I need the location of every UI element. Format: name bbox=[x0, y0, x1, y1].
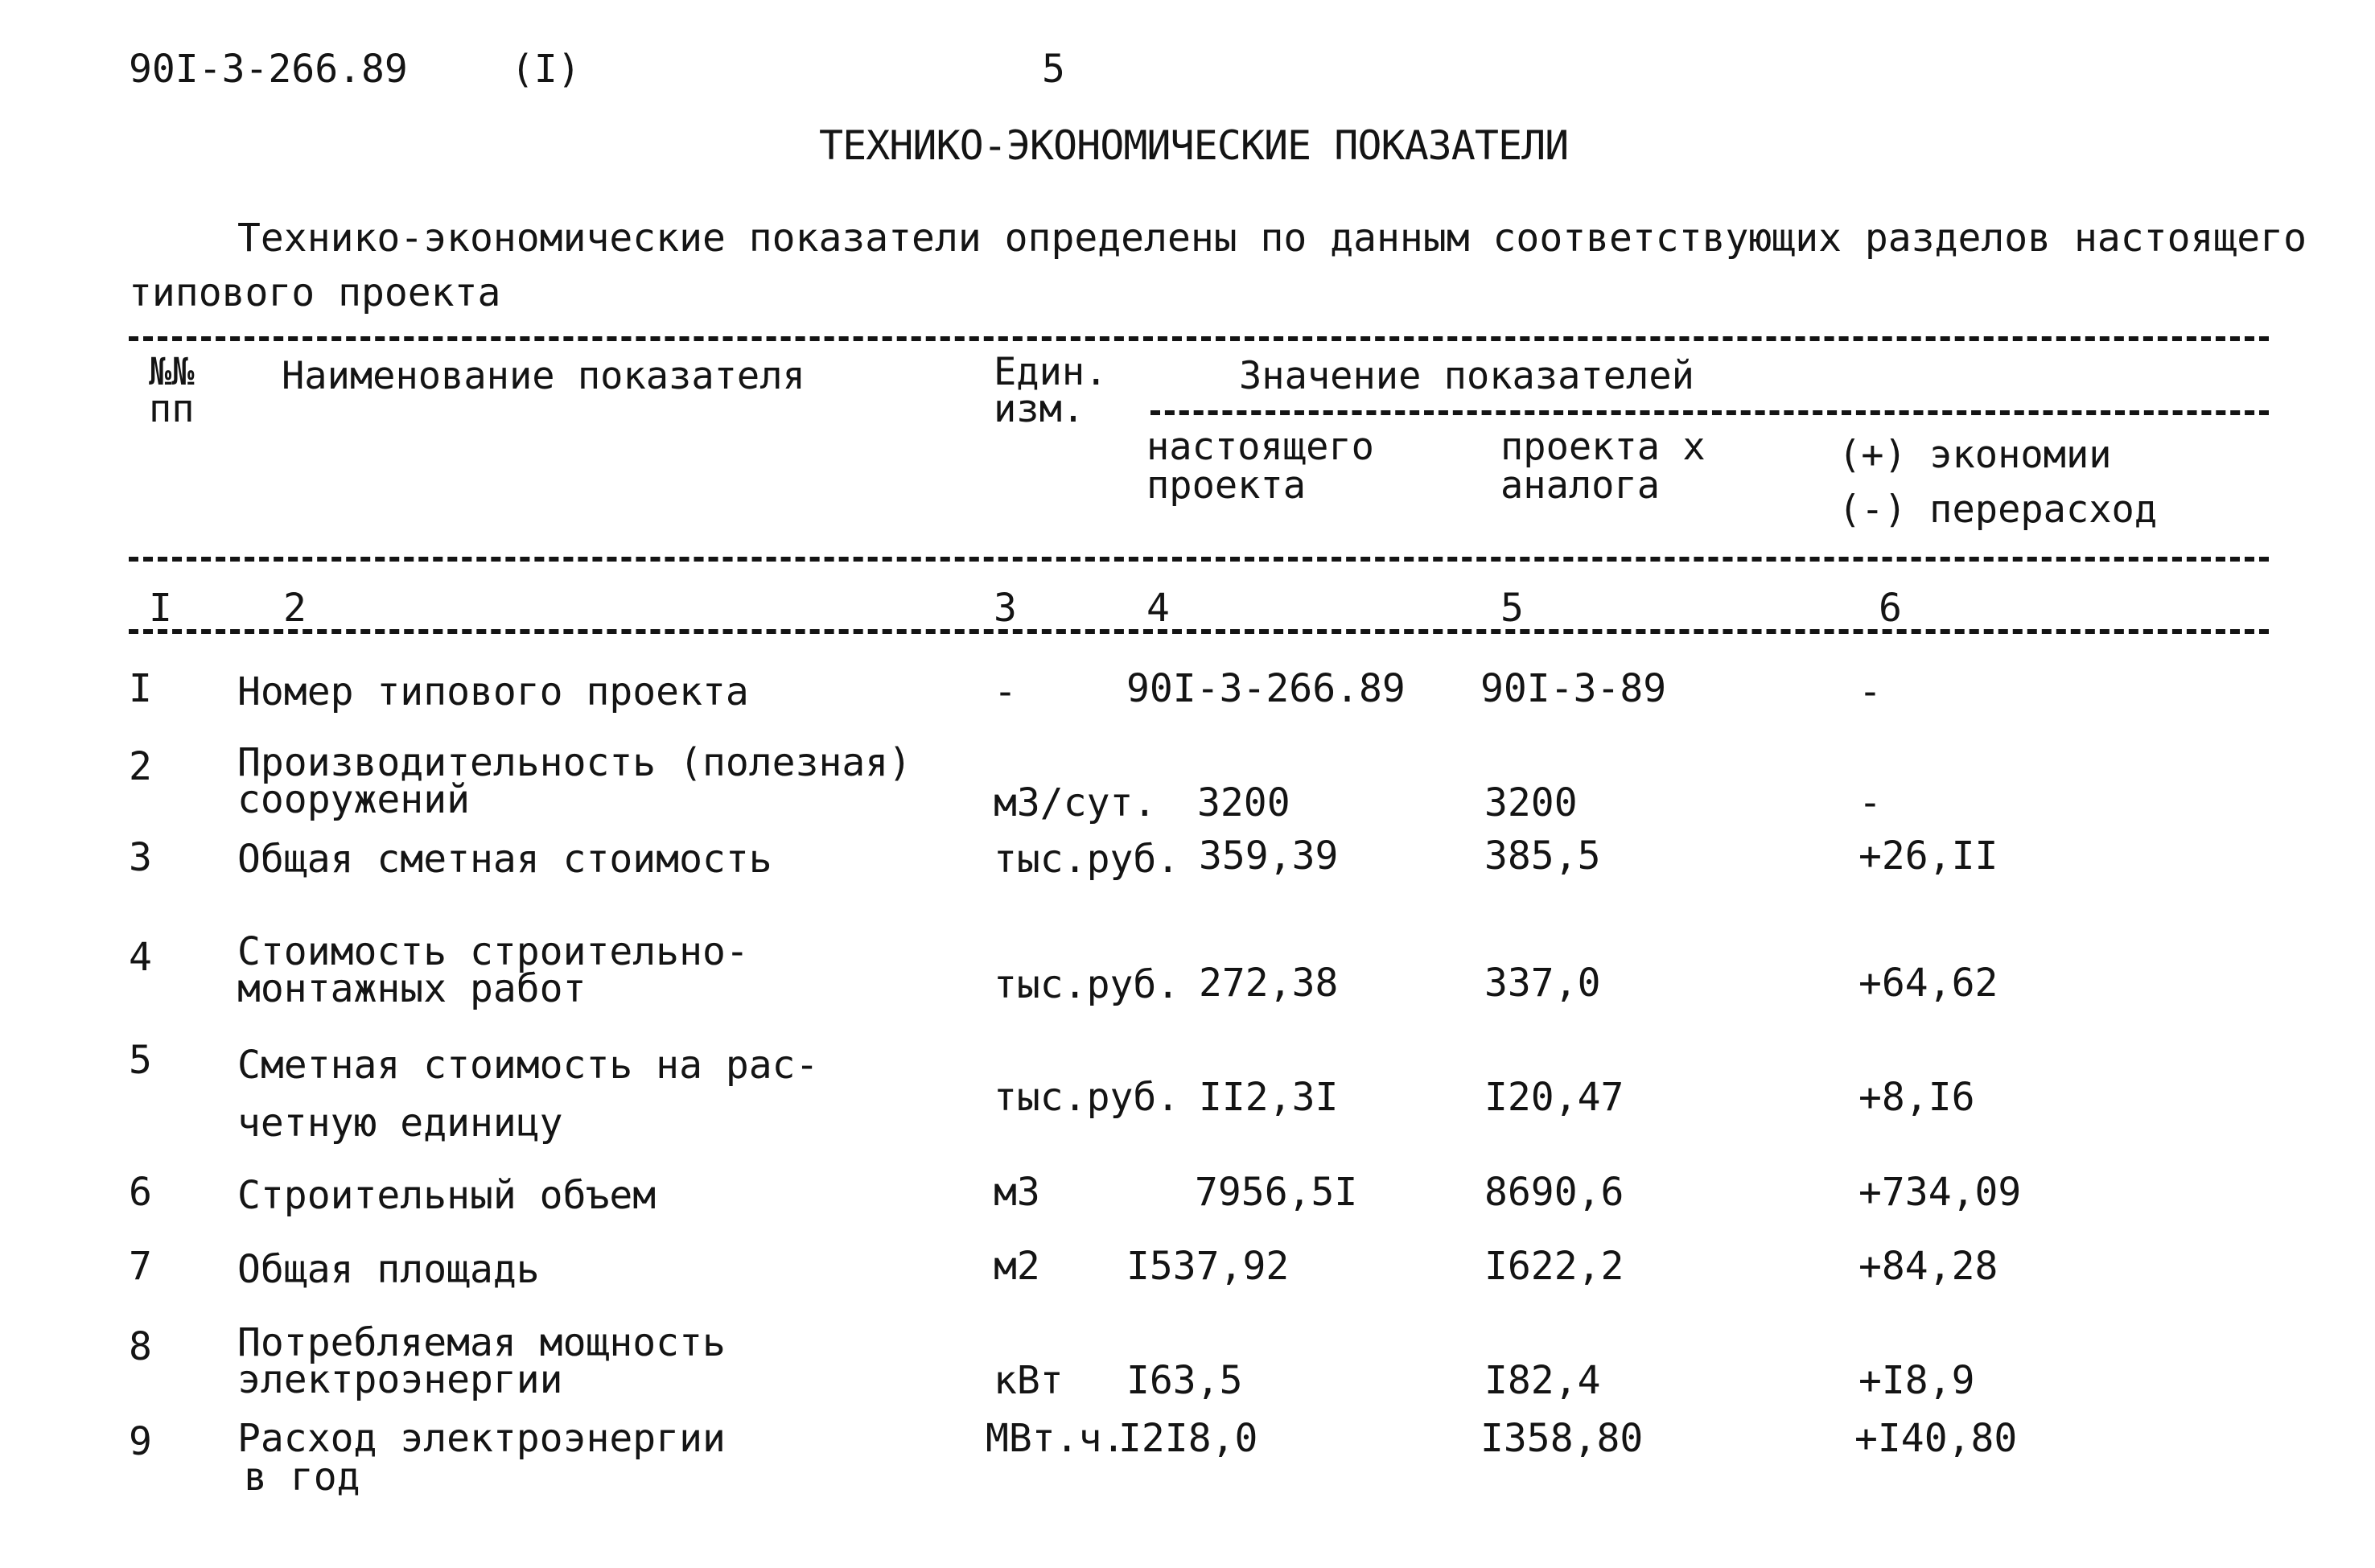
row-diff: +I40,80 bbox=[1854, 1416, 2018, 1461]
row-analog: 385,5 bbox=[1484, 833, 1601, 879]
row-name: Общая сметная стоимость bbox=[237, 837, 772, 882]
row-current: 359,39 bbox=[1199, 833, 1339, 879]
page-title: ТЕХНИКО-ЭКОНОМИЧЕСКИЕ ПОКАЗАТЕЛИ bbox=[819, 122, 1569, 169]
row-analog: 90I-3-89 bbox=[1480, 666, 1667, 711]
row-diff: +26,II bbox=[1858, 833, 1998, 879]
row-current: I2I8,0 bbox=[1118, 1416, 1258, 1461]
row-number: 5 bbox=[129, 1038, 152, 1083]
row-diff: +8,I6 bbox=[1858, 1075, 1975, 1120]
row-analog: I82,4 bbox=[1484, 1358, 1601, 1403]
column-number-3: 3 bbox=[994, 586, 1017, 631]
row-analog: I358,80 bbox=[1480, 1416, 1644, 1461]
row-number: 8 bbox=[129, 1324, 152, 1369]
row-name: Потребляемая мощность электроэнергии bbox=[237, 1320, 726, 1402]
row-unit: м2 bbox=[994, 1244, 1040, 1289]
row-unit: - bbox=[994, 669, 1017, 714]
row-current: II2,3I bbox=[1199, 1075, 1339, 1120]
column-number-4: 4 bbox=[1146, 586, 1170, 631]
header-diff: (+) экономии (-) перерасход bbox=[1838, 433, 2158, 532]
column-number-6: 6 bbox=[1879, 586, 1902, 631]
row-unit: тыс.руб. bbox=[994, 1075, 1180, 1120]
header-num: №№ пп bbox=[149, 350, 195, 431]
row-name: Общая площадь bbox=[237, 1247, 540, 1292]
row-current: 272,38 bbox=[1199, 961, 1339, 1006]
row-number: I bbox=[129, 666, 152, 711]
row-current: 3200 bbox=[1197, 780, 1290, 825]
row-current: 90I-3-266.89 bbox=[1126, 666, 1406, 711]
row-number: 4 bbox=[129, 935, 152, 980]
row-analog: I20,47 bbox=[1484, 1075, 1624, 1120]
row-name: Расход электроэнергии в год bbox=[237, 1416, 726, 1500]
rule-column-numbers bbox=[129, 629, 2269, 634]
row-unit: м3 bbox=[994, 1170, 1040, 1215]
column-number-5: 5 bbox=[1500, 586, 1524, 631]
row-name: Сметная стоимость на рас- четную единицу bbox=[237, 1043, 819, 1146]
row-unit: тыс.руб. bbox=[994, 837, 1180, 882]
row-diff: +734,09 bbox=[1858, 1170, 2022, 1215]
rule-top bbox=[129, 336, 2269, 341]
row-unit: кВт bbox=[994, 1358, 1064, 1403]
rule-group bbox=[1150, 410, 2269, 415]
row-analog: 3200 bbox=[1484, 780, 1578, 825]
document-code: 90I-3-266.89 bbox=[129, 47, 408, 92]
row-number: 7 bbox=[129, 1244, 152, 1289]
page-number: 5 bbox=[1042, 47, 1065, 92]
row-name: Производительность (полезная) сооружений bbox=[237, 740, 912, 822]
row-name: Стоимость строительно- монтажных работ bbox=[237, 929, 749, 1011]
row-analog: I622,2 bbox=[1484, 1244, 1624, 1289]
row-name: Номер типового проекта bbox=[237, 669, 749, 714]
header-name: Наименование показателя bbox=[282, 354, 805, 398]
row-current: I537,92 bbox=[1126, 1244, 1290, 1289]
header-current: настоящего проекта bbox=[1146, 425, 1374, 508]
row-name: Строительный объем bbox=[237, 1173, 657, 1218]
column-number-2: 2 bbox=[283, 586, 307, 631]
document-part: (I) bbox=[511, 47, 581, 92]
rule-header-bottom bbox=[129, 557, 2269, 562]
row-diff: +84,28 bbox=[1858, 1244, 1998, 1289]
row-diff: - bbox=[1858, 669, 1882, 714]
row-diff: +I8,9 bbox=[1858, 1358, 1975, 1403]
row-number: 9 bbox=[129, 1419, 152, 1464]
row-unit: МВт.ч. bbox=[986, 1416, 1126, 1461]
row-number: 6 bbox=[129, 1170, 152, 1215]
row-diff: +64,62 bbox=[1858, 961, 1998, 1006]
header-values-group: Значение показателей bbox=[1239, 354, 1694, 398]
row-analog: 8690,6 bbox=[1484, 1170, 1624, 1215]
row-number: 3 bbox=[129, 835, 152, 880]
row-unit: м3/сут. bbox=[994, 780, 1157, 825]
column-number-1: I bbox=[149, 586, 172, 631]
row-analog: 337,0 bbox=[1484, 961, 1601, 1006]
header-analog: проекта х аналога bbox=[1500, 425, 1706, 508]
intro-line-1: Технико-экономические показатели определены по данным соответствующих разделов настоящего bbox=[237, 216, 2307, 261]
row-current: 7956,5I bbox=[1195, 1170, 1358, 1215]
header-unit: Един. изм. bbox=[994, 350, 1108, 431]
row-current: I63,5 bbox=[1126, 1358, 1243, 1403]
intro-line-2: типового проекта bbox=[129, 270, 501, 315]
row-diff: - bbox=[1858, 780, 1882, 825]
row-unit: тыс.руб. bbox=[994, 962, 1180, 1007]
row-number: 2 bbox=[129, 744, 152, 789]
